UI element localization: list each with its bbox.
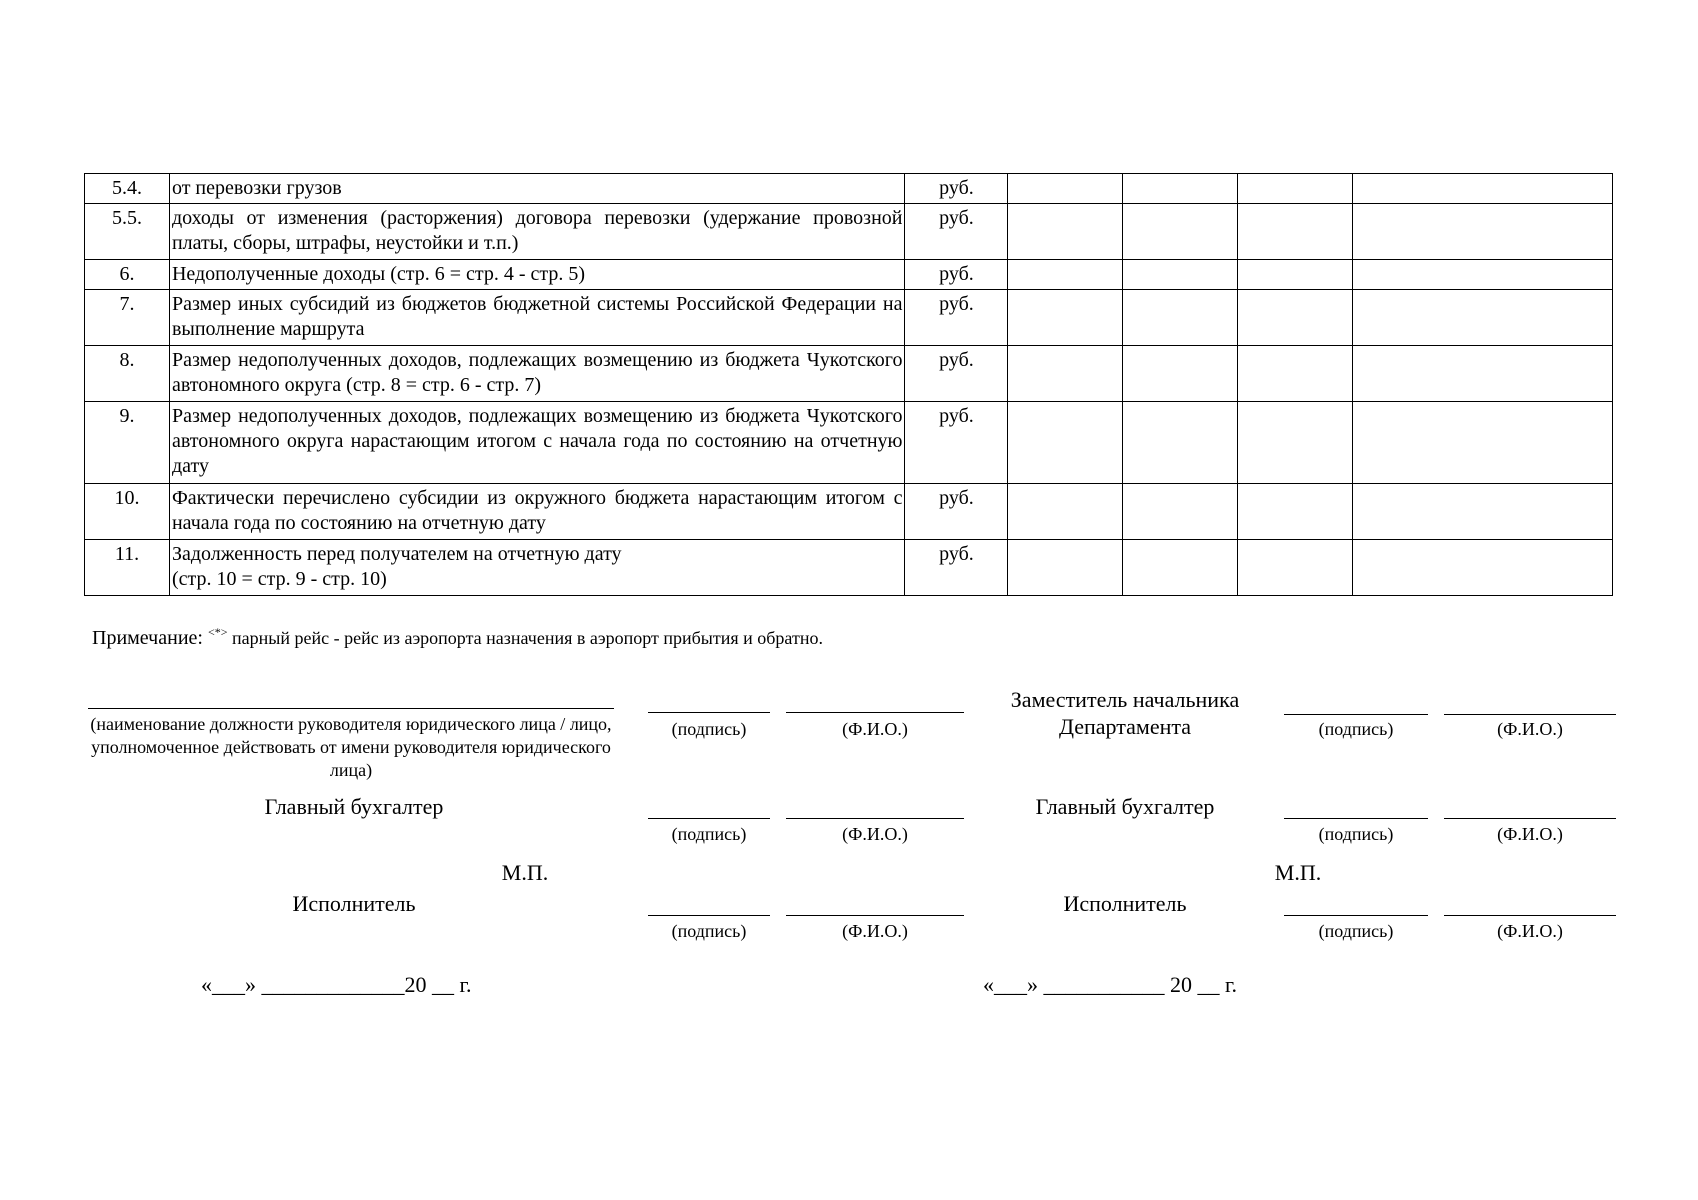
- table-row: [85, 484, 1613, 540]
- value-cell: [1123, 484, 1238, 540]
- value-cell: [1008, 484, 1123, 540]
- name-caption: (Ф.И.О.): [842, 921, 908, 941]
- chief-accountant-label: Главный бухгалтер: [264, 794, 444, 819]
- value-cell: [1008, 402, 1123, 484]
- row-number: 11.: [85, 540, 170, 596]
- value-cell: [1353, 290, 1613, 346]
- row-number: 5.4.: [85, 174, 170, 204]
- value-cell: [1008, 540, 1123, 596]
- value-cell: [1238, 346, 1353, 402]
- table-row: [85, 260, 1613, 290]
- row-unit: руб.: [905, 174, 1008, 204]
- value-cell: [1238, 260, 1353, 290]
- value-cell: [1123, 174, 1238, 204]
- seal-mark: М.П.: [501, 860, 549, 885]
- row-name: [169, 540, 905, 596]
- name-line: [786, 915, 964, 916]
- row-number: 9.: [85, 402, 170, 484]
- footnote-text: парный рейс - рейс из аэропорта назначения в аэропорт прибытия и обратно.: [227, 628, 823, 648]
- row-unit: руб.: [905, 540, 1008, 596]
- table-row: [85, 346, 1613, 402]
- row-unit: руб.: [905, 402, 1008, 484]
- row-number: 5.5.: [85, 204, 170, 260]
- row-number: 8.: [85, 346, 170, 402]
- value-cell: [1008, 204, 1123, 260]
- value-cell: [1353, 204, 1613, 260]
- department-label: Департамента: [1058, 714, 1192, 739]
- signature-caption: (подпись): [671, 921, 747, 941]
- table-row: [85, 290, 1613, 346]
- name-caption: (Ф.И.О.): [1497, 921, 1563, 941]
- footnote-label: Примечание:: [92, 627, 208, 649]
- chief-accountant-label: Главный бухгалтер: [1035, 794, 1215, 819]
- name-line: [1444, 818, 1616, 819]
- row-name: Размер иных субсидий из бюджетов бюджетной системы Российской Федерации на выполнение маршрута: [169, 290, 905, 346]
- row-unit: руб.: [905, 290, 1008, 346]
- value-cell: [1123, 290, 1238, 346]
- value-cell: [1238, 540, 1353, 596]
- deputy-head-label: Заместитель начальника: [1010, 687, 1240, 712]
- footnote: [92, 625, 823, 650]
- name-line: [1444, 714, 1616, 715]
- name-caption: (Ф.И.О.): [842, 719, 908, 739]
- row-unit: руб.: [905, 346, 1008, 402]
- executor-label: Исполнитель: [292, 891, 416, 916]
- name-line: [786, 818, 964, 819]
- row-name: доходы от изменения (расторжения) договора перевозки (удержание провозной платы, сборы, штрафы, неустойки и т.п.): [169, 204, 905, 260]
- row-unit: руб.: [905, 260, 1008, 290]
- value-cell: [1353, 346, 1613, 402]
- row-name-line1: Задолженность перед получателем на отчетную дату: [171, 543, 622, 565]
- value-cell: [1353, 174, 1613, 204]
- name-line: [786, 712, 964, 713]
- row-number: 7.: [85, 290, 170, 346]
- value-cell: [1238, 174, 1353, 204]
- value-cell: [1238, 402, 1353, 484]
- row-unit: руб.: [905, 204, 1008, 260]
- position-line: [88, 708, 614, 709]
- row-name: от перевозки грузов: [169, 174, 905, 204]
- signature-line: [648, 818, 770, 819]
- value-cell: [1123, 346, 1238, 402]
- report-table: [84, 173, 1613, 596]
- value-cell: [1353, 260, 1613, 290]
- value-cell: [1008, 290, 1123, 346]
- value-cell: [1123, 540, 1238, 596]
- signature-caption: (подпись): [1318, 824, 1394, 844]
- value-cell: [1008, 260, 1123, 290]
- date-field-left: «___» _____________20 __ г.: [201, 972, 472, 997]
- row-name: Размер недополученных доходов, подлежащих возмещению из бюджета Чукотского автономного округа (стр. 8 = стр. 6 - стр. 7): [169, 346, 905, 402]
- signature-caption: (подпись): [671, 824, 747, 844]
- value-cell: [1123, 204, 1238, 260]
- executor-label: Исполнитель: [1063, 891, 1187, 916]
- row-name: Фактически перечислено субсидии из окружного бюджета нарастающим итогом с начала года по состоянию на отчетную дату: [169, 484, 905, 540]
- table-row: [85, 402, 1613, 484]
- row-name: Недополученные доходы (стр. 6 = стр. 4 - стр. 5): [169, 260, 905, 290]
- footnote-mark: <*>: [207, 625, 228, 639]
- value-cell: [1238, 484, 1353, 540]
- value-cell: [1123, 402, 1238, 484]
- signature-line: [1284, 818, 1428, 819]
- signature-line: [1284, 714, 1428, 715]
- row-number: 10.: [85, 484, 170, 540]
- seal-mark: М.П.: [1274, 860, 1322, 885]
- row-name-line2: (стр. 10 = стр. 9 - стр. 10): [171, 568, 387, 590]
- table-row: [85, 204, 1613, 260]
- value-cell: [1238, 290, 1353, 346]
- signature-line: [648, 712, 770, 713]
- row-name: Размер недополученных доходов, подлежащих возмещению из бюджета Чукотского автономного округа нарастающим итогом с начала года по состоянию на отчетную дату: [169, 402, 905, 484]
- value-cell: [1008, 346, 1123, 402]
- table-row: [85, 174, 1613, 204]
- position-caption: (наименование должности руководителя юридического лица / лицо, уполномоченное действовать от имени руководителя юридического лица): [90, 714, 612, 780]
- value-cell: [1123, 260, 1238, 290]
- signature-caption: (подпись): [1318, 719, 1394, 739]
- value-cell: [1238, 204, 1353, 260]
- name-caption: (Ф.И.О.): [1497, 719, 1563, 739]
- row-unit: руб.: [905, 484, 1008, 540]
- date-field-right: «___» ___________ 20 __ г.: [983, 972, 1238, 997]
- table-row: [85, 540, 1613, 596]
- name-caption: (Ф.И.О.): [842, 824, 908, 844]
- value-cell: [1008, 174, 1123, 204]
- signature-caption: (подпись): [1318, 921, 1394, 941]
- signature-caption: (подпись): [671, 719, 747, 739]
- value-cell: [1353, 402, 1613, 484]
- name-line: [1444, 915, 1616, 916]
- name-caption: (Ф.И.О.): [1497, 824, 1563, 844]
- value-cell: [1353, 484, 1613, 540]
- row-number: 6.: [85, 260, 170, 290]
- signature-line: [1284, 915, 1428, 916]
- value-cell: [1353, 540, 1613, 596]
- signature-line: [648, 915, 770, 916]
